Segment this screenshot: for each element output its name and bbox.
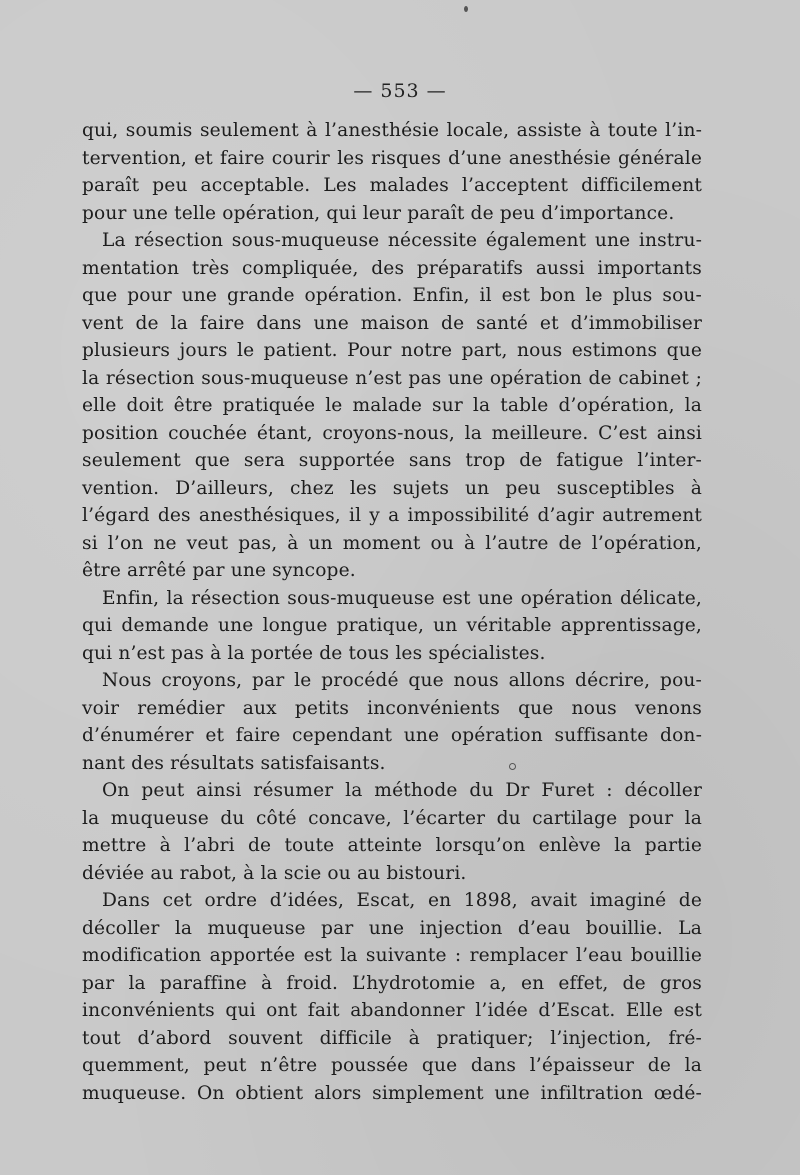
text-line: quemment, peut n’être poussée que dans l’épaisseur de la	[82, 1055, 702, 1076]
text-line: nant des résultats satisfaisants.	[82, 752, 386, 774]
paper-speck	[464, 6, 468, 12]
text-line: si l’on ne veut pas, à un moment ou à l’autre de l’opération,	[82, 532, 702, 554]
text-line: muqueuse. On obtient alors simplement une infiltration œdé-	[82, 1082, 702, 1104]
paper-speck	[509, 763, 516, 770]
text-line: On peut ainsi résumer la méthode du Dr Furet : décoller	[102, 780, 702, 801]
text-line: pour une telle opération, qui leur paraît de peu d’importance.	[82, 202, 675, 224]
body-text	[82, 117, 702, 1107]
text-line: d’énumérer et faire cependant une opération suffisante don-	[82, 725, 702, 746]
text-line: la muqueuse du côté concave, l’écarter du cartilage pour la	[82, 807, 702, 829]
text-line: vent de la faire dans une maison de santé et d’immobiliser	[82, 312, 702, 334]
paragraph	[82, 777, 702, 887]
text-line: l’égard des anesthésiques, il y a impossibilité d’agir autrement	[82, 505, 702, 526]
text-line: qui n’est pas à la portée de tous les spécialistes.	[82, 642, 546, 664]
paragraph	[82, 117, 702, 227]
text-line: modification apportée est la suivante : remplacer l’eau bouillie	[82, 945, 702, 966]
text-line: La résection sous-muqueuse nécessite également une instru-	[102, 230, 702, 251]
text-line: seulement que sera supportée sans trop de fatigue l’inter-	[82, 450, 702, 471]
text-line: qui demande une longue pratique, un véritable apprentissage,	[82, 615, 702, 636]
paragraph	[82, 585, 702, 668]
text-line: déviée au rabot, à la scie ou au bistouri.	[82, 862, 467, 884]
text-line: que pour une grande opération. Enfin, il est bon le plus sou-	[82, 285, 702, 306]
text-line: Enfin, la résection sous-muqueuse est une opération délicate,	[102, 587, 702, 609]
text-line: mettre à l’abri de toute atteinte lorsqu’on enlève la partie	[82, 835, 702, 856]
text-line: vention. D’ailleurs, chez les sujets un peu susceptibles à	[82, 477, 702, 499]
text-line: inconvénients qui ont fait abandonner l’idée d’Escat. Elle est	[82, 1000, 702, 1021]
text-line: Nous croyons, par le procédé que nous allons décrire, pou-	[102, 670, 702, 691]
text-line: plusieurs jours le patient. Pour notre part, nous estimons que	[82, 340, 702, 361]
paragraph	[82, 667, 702, 777]
text-line: décoller la muqueuse par une injection d’eau bouillie. La	[82, 917, 702, 939]
text-line: tout d’abord souvent difficile à pratiquer; l’injection, fré-	[82, 1027, 702, 1049]
text-line: par la paraffine à froid. L’hydrotomie a, en effet, de gros	[82, 972, 702, 994]
text-line: voir remédier aux petits inconvénients que nous venons	[82, 697, 702, 719]
paragraph	[82, 887, 702, 1107]
text-line: la résection sous-muqueuse n’est pas une opération de cabinet ;	[82, 367, 702, 389]
paragraph	[82, 227, 702, 585]
text-line: elle doit être pratiquée le malade sur la table d’opération, la	[82, 395, 702, 416]
text-line: tervention, et faire courir les risques d’une anesthésie générale	[82, 147, 702, 169]
text-line: position couchée étant, croyons-nous, la meilleure. C’est ainsi	[82, 422, 702, 444]
text-line: être arrêté par une syncope.	[82, 560, 356, 581]
text-line: paraît peu acceptable. Les malades l’acceptent difficilement	[82, 175, 702, 196]
text-line: mentation très compliquée, des préparatifs aussi importants	[82, 257, 702, 279]
text-line: qui, soumis seulement à l’anesthésie locale, assiste à toute l’in-	[82, 120, 702, 141]
text-line: Dans cet ordre d’idées, Escat, en 1898, avait imaginé de	[102, 890, 702, 911]
page-number: — 553 —	[353, 80, 447, 102]
